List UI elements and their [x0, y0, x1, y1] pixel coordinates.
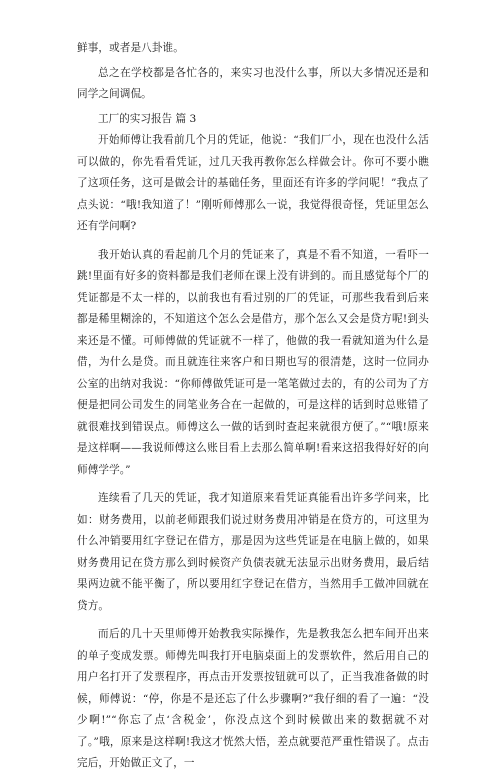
- paragraph: 而后的几十天里师傅开始教我实际操作，先是教我怎么把车间开出来的单子变成发票。师傅先叫我打开电脑桌面上的发票软件，然后用自己的用户名打开了发票程序，再点击开发票按钮就可以了，正当我准备做的时候，师傅说：“停，你是不是还忘了什么步骤啊?”我仔细的看了一遍：“没少啊!”“你忘了点‘含税金’，你没点这个到时候做出来的数据就不对了。”哦，原来是这样啊!我这才恍然大悟，差点就要范严重性错误了。点击完后，开始做正文了，一: [77, 628, 429, 769]
- section-title: 工厂的实习报告 篇 3: [98, 112, 197, 125]
- paragraph: 我开始认真的看起前几个月的凭证来了，真是不看不知道，一看吓一跳!里面有好多的资料都是我们老师在课上没有讲到的。而且感觉每个厂的凭证都是不太一样的，以前我也有看过别的厂的凭证，可那些我看到后来都是稀里糊涂的，不知道这个怎么会是借方，那个怎么又会是贷方呢!到头来还是不懂。可师傅做的凭证就不一样了，他做的我一看就知道为什么是借，为什么是贷。而且就连往来客户和日期也写的很清楚，这时一位同办公室的出纳对我说：“你师傅做凭证可是一笔笔做过去的，有的公司为了方便是把同公司发生的同笔业务合在一起做的，可是这样的话到时总账错了就很难找到错误点。师傅这么一做的话到时查起来就很方便了。”“哦!原来是这样啊——我说师傅这么账目看上去那么简单啊!看来这招我得好好的向师傅学学。”: [77, 248, 429, 476]
- paragraph: 开始师傅让我看前几个月的凭证，他说：“我们厂小，现在也没什么活可以做的，你先看看凭证，过几天我再教你怎么样做会计。你可不要小瞧了这项任务，这可是做会计的基础任务，里面还有许多的学问呢！”我点了点头说：“哦!我知道了！”刚听师傅那么一说，我觉得很奇怪，凭证里怎么还有学问啊?: [77, 134, 429, 232]
- paragraph: 连续看了几天的凭证，我才知道原来看凭证真能看出许多学问来，比如：财务费用，以前老师跟我们说过财务费用冲销是在贷方的，可这里为什么冲销要用红字登记在借方，那是因为这些凭证是在电脑上做的，如果财务费用记在贷方那么到时候资产负债表就无法显示出财务费用，最后结果两边就不能平衡了，所以要用红字登记在借方，当然用手工做冲回就在贷方。: [77, 492, 429, 612]
- paragraph-continuation: 鲜事，或者是八卦谁。: [77, 42, 184, 54]
- paragraph: 总之在学校都是各忙各的，来实习也没什么事，所以大多情况还是和同学之间调侃。: [77, 66, 429, 100]
- document-body: [77, 38, 429, 775]
